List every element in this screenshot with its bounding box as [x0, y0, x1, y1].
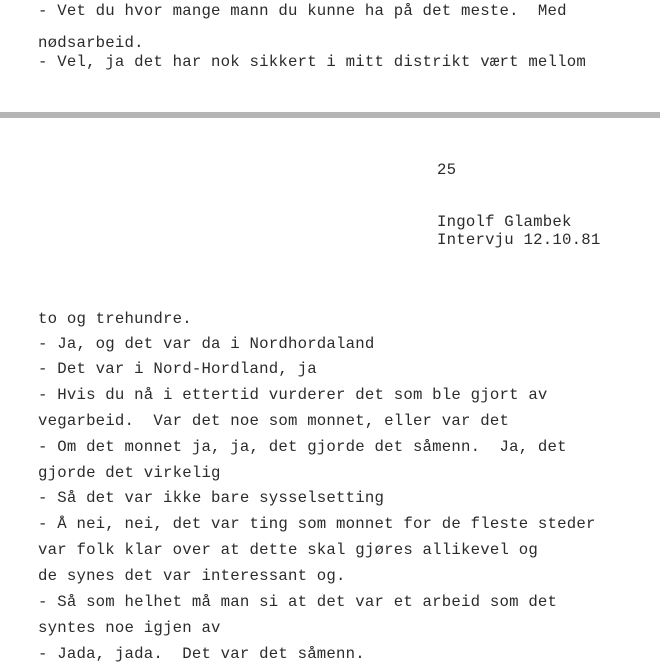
transcript-line: - Det var i Nord-Hordland, ja — [38, 360, 317, 378]
transcript-line: - Å nei, nei, det var ting som monnet for de fleste steder — [38, 515, 596, 533]
previous-page-line: - Vel, ja det har nok sikkert i mitt distrikt vært mellom — [38, 53, 586, 71]
previous-page — [0, 0, 660, 112]
previous-page-line: - Vet du hvor mange mann du kunne ha på det meste. Med — [38, 2, 567, 20]
transcript-line: - Så det var ikke bare sysselsetting — [38, 489, 385, 507]
interview-date: Intervju 12.10.81 — [437, 231, 601, 249]
interviewee-name: Ingolf Glambek — [437, 213, 572, 231]
transcript-line: syntes noe igjen av — [38, 619, 221, 637]
previous-page-line: nødsarbeid. — [38, 34, 144, 52]
transcript-line: - Jada, jada. Det var det såmenn. — [38, 645, 365, 663]
transcript-line: gjorde det virkelig — [38, 464, 221, 482]
transcript-line: var folk klar over at dette skal gjøres allikevel og — [38, 541, 538, 559]
transcript-line: - Så som helhet må man si at det var et arbeid som det — [38, 593, 558, 611]
transcript-line: de synes det var interessant og. — [38, 567, 346, 585]
transcript-line: vegarbeid. Var det noe som monnet, eller var det — [38, 412, 510, 430]
transcript-line: - Hvis du nå i ettertid vurderer det som ble gjort av — [38, 386, 548, 404]
current-page — [0, 118, 660, 667]
transcript-line: to og trehundre. — [38, 310, 192, 328]
page-number: 25 — [437, 161, 457, 179]
transcript-line: - Om det monnet ja, ja, det gjorde det såmenn. Ja, det — [38, 438, 567, 456]
transcript-line: - Ja, og det var da i Nordhordaland — [38, 335, 375, 353]
